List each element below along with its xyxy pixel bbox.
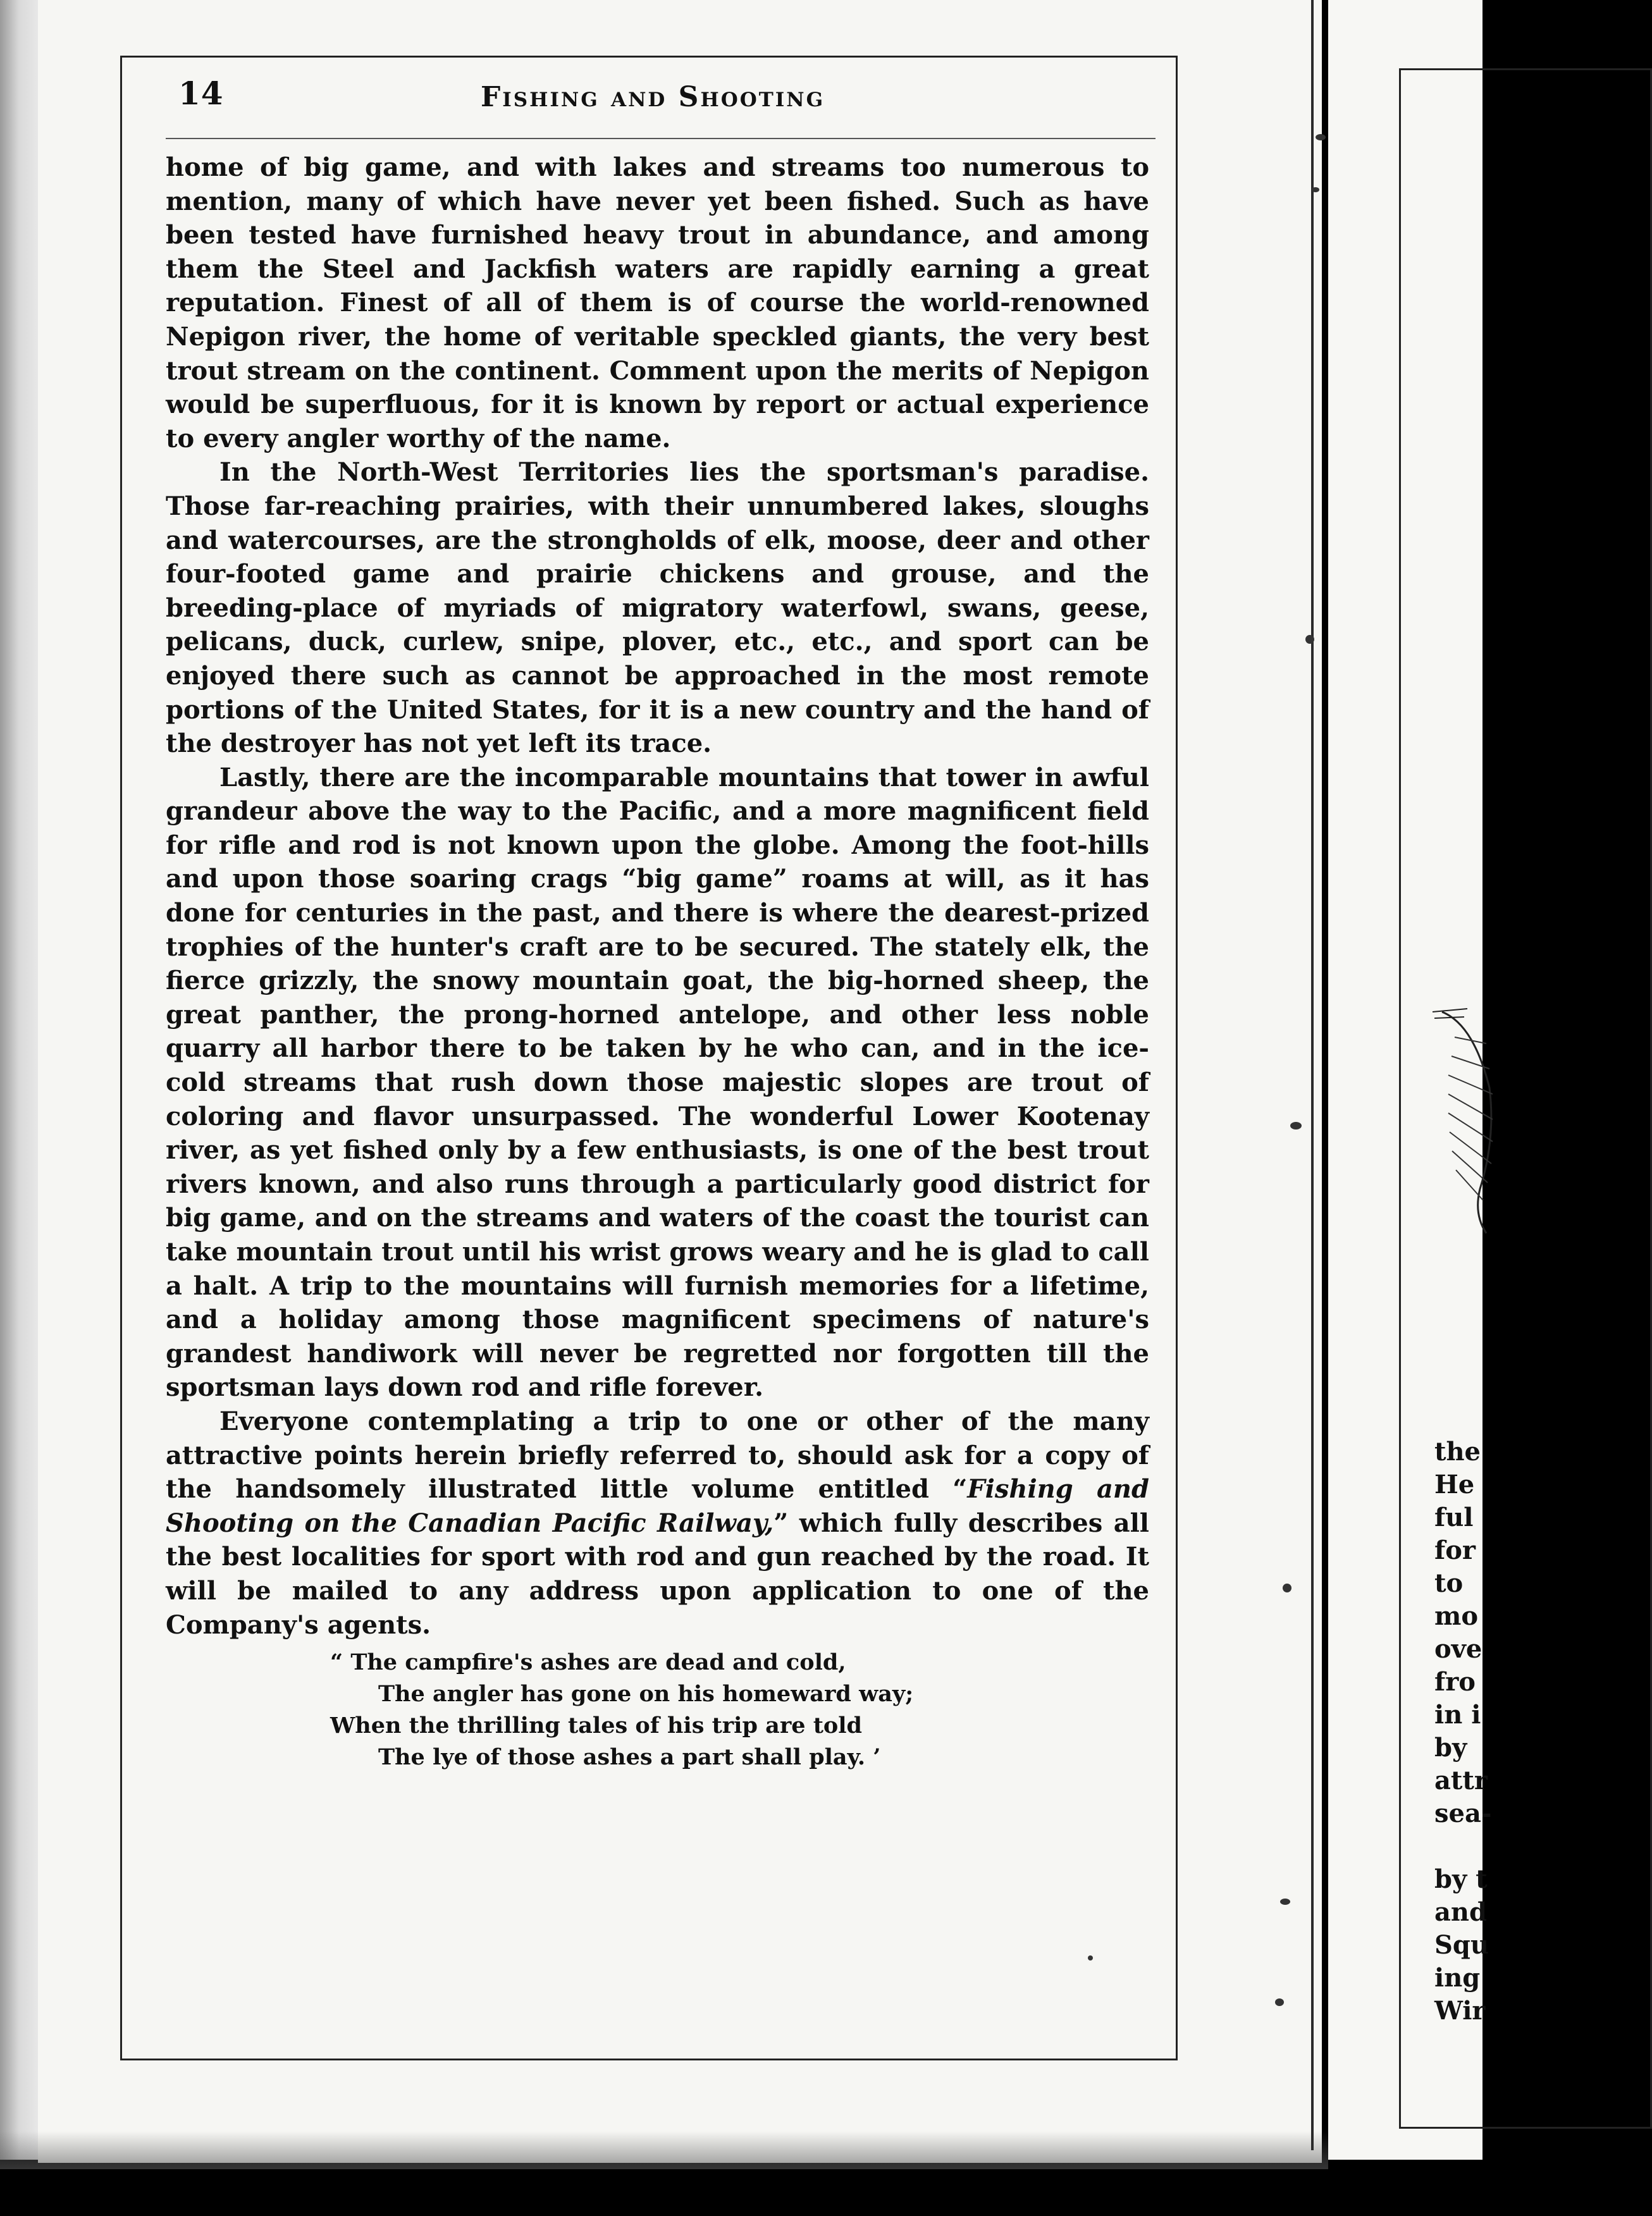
verse-line: The lye of those ashes a part shall play. ’ (378, 1744, 881, 1770)
fragment-line: the (1434, 1437, 1481, 1467)
page-number: 14 (178, 75, 224, 112)
paragraph-2: In the North-West Territories lies the sportsman's paradise. Those far-reaching prairies, with their unnumbered lakes, sloughs and watercourses, are the strongholds of elk, moose, deer and other four-footed game and prairie chickens and grouse, and the breeding-place of myriads of migratory waterfowl, swans, geese, pelicans, duck, curlew, snipe, plover, etc., etc., and sport can be enjoyed there such as cannot be approached in the most remote portions of the United States, for it is a new country and the hand of the destroyer has not yet left its trace. (166, 457, 1149, 759)
fragment-line: and (1434, 1897, 1487, 1927)
scan-speck (1312, 187, 1319, 192)
verse-line: “ The campfire's ashes are dead and cold, (330, 1649, 846, 1675)
paragraph-4-text-a: Everyone contemplating a trip to one or other of the many attractive points herein briefly referred to, should ask for a copy of the handsomely illustrated little volume entitled “ (166, 1406, 1149, 1505)
fragment-line: to (1434, 1568, 1464, 1598)
scan-speck (1283, 1584, 1291, 1592)
scan-speck (1088, 1955, 1093, 1961)
fragment-line: for (1434, 1536, 1476, 1565)
feather-illustration (1429, 999, 1499, 1240)
paragraph-1: home of big game, and with lakes and streams too numerous to mention, many of which have never yet been fished. Such as have been tested have furnished heavy trout in abundance, and among them the Steel and Jackfish waters are rapidly earning a great reputation. Finest of all of them is of course the world-renowned Nepigon river, the home of veritable speckled giants, the very best trout stream on the continent. Comment upon the merits of Nepigon would be superfluous, for it is known by report or actual experience to every angler worthy of the name. (166, 152, 1149, 453)
fragment-line: in i (1434, 1700, 1481, 1730)
scan-speck (1275, 1998, 1284, 2006)
fragment-line: ove (1434, 1634, 1482, 1664)
closing-verse (330, 1647, 1026, 1773)
fragment-line: Wir (1434, 1996, 1486, 2026)
running-head: Fishing and Shooting (481, 81, 825, 113)
fragment-line: by (1434, 1733, 1467, 1763)
paragraph-3: Lastly, there are the incomparable mountains that tower in awful grandeur above the way to the Pacific, and a more magnificent field for rifle and rod is not known upon the globe. Among the foot-hills and upon those soaring crags “big game” roams at will, as it has done for centuries in the past, and there is where the dearest-prized trophies of the hunter's craft are to be secured. The stately elk, the fierce grizzly, the snowy mountain goat, the big-horned sheep, the great panther, the prong-horned antelope, and other less noble quarry all harbor there to be taken by he who can, and in the ice-cold streams that rush down those majestic slopes are trout of coloring and flavor unsurpassed. The wonderful Lower Kootenay river, as yet fished only by a few enthusiasts, is one of the best trout rivers known, and also runs through a particularly good district for big game, and on the streams and waters of the coast the tourist can take mountain trout until his wrist grows weary and he is glad to call a halt. A trip to the mountains will furnish memories for a lifetime, and a holiday among those magnificent specimens of nature's grandest handiwork will never be regretted nor forgotten till the sportsman lays down rod and rifle forever. (166, 762, 1149, 1403)
fragment-line: mo (1434, 1601, 1479, 1631)
facing-page-text (1434, 1436, 1561, 2028)
verse-line: When the thrilling tales of his trip are told (330, 1713, 862, 1739)
scan-speck (1280, 1899, 1290, 1905)
fragment-line: He (1434, 1470, 1475, 1499)
paper-edge-shadow (0, 2131, 1328, 2169)
fragment-line: ing (1434, 1963, 1481, 1993)
fragment-gap (1434, 1830, 1561, 1863)
facing-page (1328, 0, 1492, 2160)
fragment-line: Squ (1434, 1930, 1489, 1960)
fragment-line: by t (1434, 1864, 1488, 1894)
paragraph-4-text-b: ” which fully describes all the best localities for sport with rod and gun reached by the road. It will be mailed to any address upon application to one of the Company's agents. (166, 1508, 1150, 1640)
book-title: Fishing and Shooting on the Canadian Pacific Railway, (166, 1474, 1149, 1538)
gutter-edge (1311, 0, 1314, 2150)
paragraph-4 (166, 1405, 1149, 1642)
fragment-line: ful (1434, 1503, 1474, 1532)
scan-speck (1290, 1122, 1302, 1130)
fragment-line: fro (1434, 1667, 1476, 1697)
article-body (166, 151, 1149, 1642)
scan-speck (1316, 134, 1326, 140)
verse-line: The angler has gone on his homeward way; (378, 1681, 914, 1707)
header-rule (166, 138, 1156, 139)
fragment-line: sea- (1434, 1799, 1492, 1828)
fragment-line: attr (1434, 1766, 1488, 1795)
scan-speck (1305, 635, 1314, 644)
